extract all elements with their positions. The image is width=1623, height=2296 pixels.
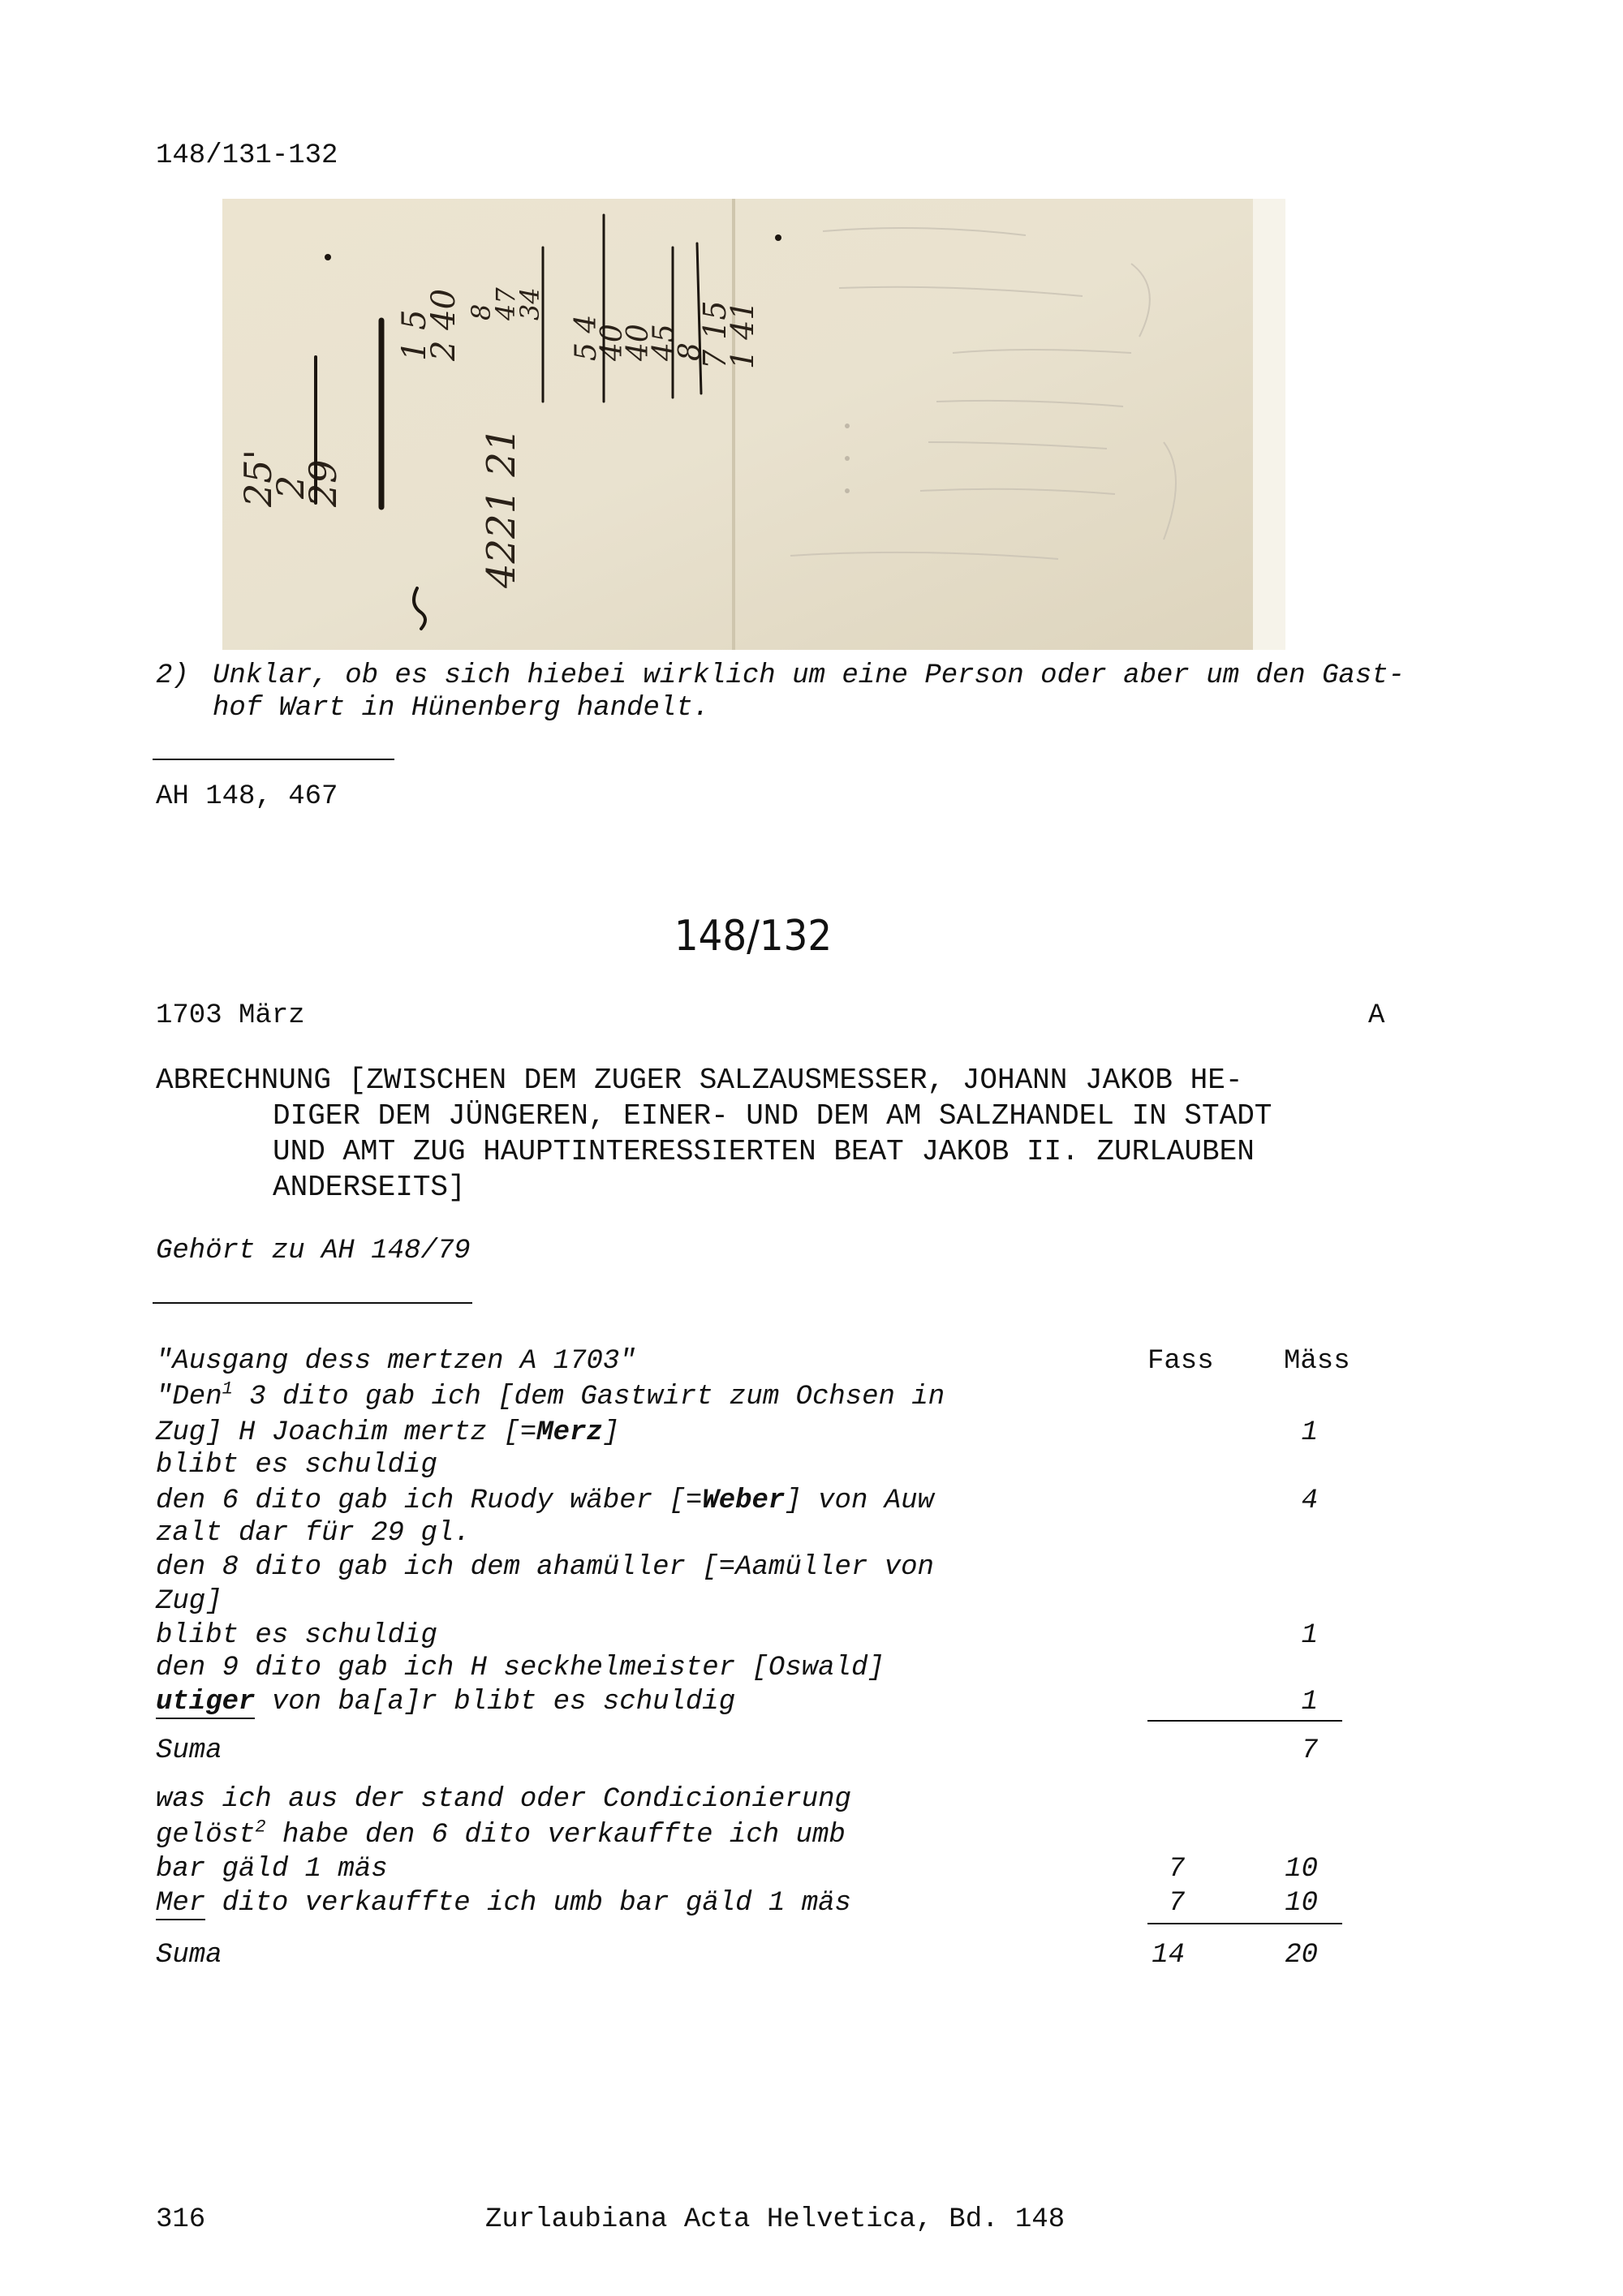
page-reference: 148/131-132 — [156, 140, 338, 171]
account-line: "Den$^1$ 3 dito gab ich [dem Gastwirt zum Ochsen in — [156, 1378, 945, 1412]
bold-name: Merz — [536, 1417, 603, 1448]
scan-illustration — [222, 199, 1285, 650]
scan-figure: 40 — [596, 324, 629, 361]
separator-line — [153, 759, 394, 760]
sum-fass-value: 14 — [1152, 1940, 1185, 1971]
sum-label: Suma — [156, 1940, 222, 1971]
sum-mass-value: 20 — [1285, 1940, 1318, 1971]
account-line: den 9 dito gab ich H seckhelmeister [Oswald] — [156, 1653, 885, 1683]
scan-figure: 2 — [269, 475, 312, 499]
scan-figure: 8 — [674, 342, 707, 361]
scan-figure: 1 5 — [396, 309, 433, 361]
document-date: 1703 März — [156, 1000, 305, 1031]
footnote-ref: 1 — [222, 1378, 233, 1400]
account-line: den 6 dito gab ich Ruody wäber [=Weber] von Auw — [156, 1486, 934, 1516]
mass-value: 10 — [1285, 1854, 1318, 1885]
sum-label: Suma — [156, 1735, 222, 1766]
account-line: bar gäld 1 mäs — [156, 1854, 388, 1885]
scan-figure: 47 — [490, 287, 521, 320]
account-line: zalt dar für 29 gl. — [156, 1518, 471, 1549]
account-line: gelöst$^2$ habe den 6 dito verkauffte ich umb — [156, 1817, 846, 1851]
mass-value: 10 — [1285, 1888, 1318, 1919]
mass-value: 1 — [1301, 1687, 1318, 1718]
account-line: den 8 dito gab ich dem ahamüller [=Aamüller von — [156, 1552, 934, 1583]
sum-mass-value: 7 — [1301, 1735, 1318, 1766]
account-line: utiger von ba[a]r blibt es schuldig — [156, 1687, 736, 1718]
page-number: 316 — [156, 2204, 206, 2235]
scan-figure: 40 — [622, 324, 655, 361]
column-header-fass: Fass — [1147, 1346, 1214, 1377]
footnote-text-line: hof Wart in Hünenberg handelt. — [213, 693, 710, 724]
account-heading: "Ausgang dess mertzen A 1703" — [156, 1346, 636, 1377]
scan-figure: 29 — [301, 459, 345, 507]
belongs-to-reference: Gehört zu AH 148/79 — [156, 1236, 471, 1266]
mass-value: 1 — [1301, 1620, 1318, 1651]
regest-line: DIGER DEM JÜNGEREN, EINER- UND DEM AM SALZHANDEL IN STADT — [273, 1099, 1272, 1133]
account-line: was ich aus der stand oder Condicionierung — [156, 1784, 851, 1815]
column-header-mass: Mäss — [1284, 1346, 1350, 1377]
bold-name: utiger — [156, 1687, 256, 1718]
sum-rule — [1147, 1923, 1342, 1924]
mass-value: 4 — [1301, 1486, 1318, 1516]
regest-line: UND AMT ZUG HAUPTINTERESSIERTEN BEAT JAKOB II. ZURLAUBEN — [273, 1135, 1255, 1168]
sum-rule — [1147, 1720, 1342, 1722]
document-number-heading: 148/132 — [674, 912, 833, 961]
scan-figure: 7 15 — [697, 300, 733, 369]
scan-figure: 45 — [648, 324, 681, 361]
scan-figure: 4221 21 — [479, 427, 524, 588]
footnote-marker: 2) — [156, 660, 189, 691]
scanned-document-image — [222, 199, 1285, 650]
regest-line: ANDERSEITS] — [273, 1171, 466, 1204]
source-reference: AH 148, 467 — [156, 781, 338, 812]
footnote-text-line: Unklar, ob es sich hiebei wirklich um eine Person oder aber um den Gast- — [213, 660, 1406, 691]
fass-value: 7 — [1168, 1888, 1185, 1919]
separator-line — [153, 1302, 472, 1304]
account-line: Zug] H Joachim mertz [=Merz] — [156, 1417, 620, 1448]
fass-value: 7 — [1168, 1854, 1185, 1885]
scan-figure: 8 — [466, 303, 497, 320]
scan-figure: 2 40 — [425, 288, 463, 361]
bold-name: Weber — [702, 1486, 786, 1516]
regest-line: ABRECHNUNG [ZWISCHEN DEM ZUGER SALZAUSMESSER, JOHANN JAKOB HE- — [156, 1064, 1243, 1097]
scan-figure: 34 — [514, 287, 545, 320]
scan-figure: 25' — [236, 449, 280, 507]
account-line: blibt es schuldig — [156, 1450, 437, 1481]
scan-figure: 5 4 — [570, 314, 603, 361]
scan-figure: 1 41 — [725, 300, 760, 369]
account-line: Mer dito verkauffte ich umb bar gäld 1 mäs — [156, 1888, 851, 1919]
document-classification: A — [1368, 1000, 1385, 1031]
footnote-ref: 2 — [255, 1817, 266, 1838]
series-title: Zurlaubiana Acta Helvetica, Bd. 148 — [485, 2204, 1065, 2235]
account-line: Zug] — [156, 1586, 222, 1617]
mass-value: 1 — [1301, 1417, 1318, 1448]
account-line: blibt es schuldig — [156, 1620, 437, 1651]
